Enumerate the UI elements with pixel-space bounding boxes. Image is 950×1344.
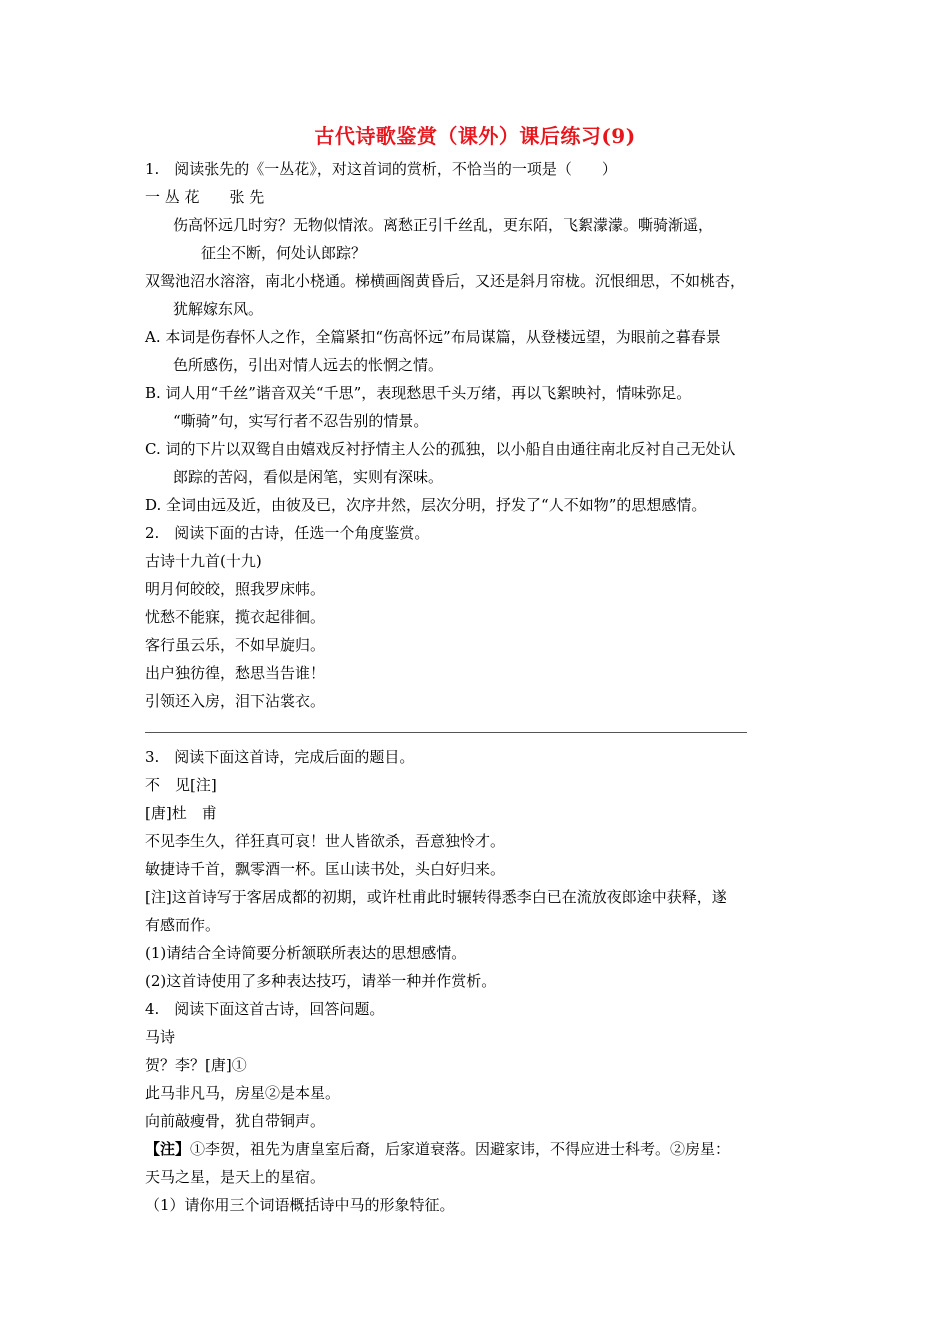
- text-line: [145, 995, 815, 1023]
- line-text: 明月何皎皎，照我罗床帏。: [145, 580, 326, 598]
- line-text: 此马非凡马，房星②是本星。: [145, 1084, 341, 1102]
- line-text: ①李贺，祖先为唐皇室后裔，后家道衰落。因避家讳，不得应进士科考。②房星：: [190, 1140, 731, 1158]
- line-text: 天马之星，是天上的星宿。: [145, 1168, 326, 1186]
- line-text: 一 丛 花 张 先: [145, 188, 265, 206]
- text-line: [145, 379, 815, 407]
- line-text: (2)这首诗使用了多种表达技巧，请举一种并作赏析。: [145, 972, 497, 990]
- line-text: 向前敲瘦骨，犹自带铜声。: [145, 1112, 326, 1130]
- text-line: [145, 239, 815, 267]
- line-text: [注]这首诗写于客居成都的初期，或许杜甫此时辗转得悉李白已在流放夜郎途中获释，遂: [145, 888, 727, 906]
- line-text: 贺？李？[唐]①: [145, 1056, 247, 1074]
- line-text: 古诗十九首(十九): [145, 552, 262, 570]
- line-text: 犹解嫁东风。: [173, 300, 264, 318]
- text-line: [145, 771, 815, 799]
- line-text: B. 词人用“千丝”谐音双关“千思”，表现愁思千头万绪，再以飞絮映衬，情味弥足。: [145, 384, 692, 402]
- line-text: 客行虽云乐，不如早旋归。: [145, 636, 326, 654]
- text-line: [145, 267, 815, 295]
- text-line: [145, 883, 815, 911]
- line-text: 有感而作。: [145, 916, 221, 934]
- line-text: 敏捷诗千首，飘零酒一杯。匡山读书处，头白好归来。: [145, 860, 506, 878]
- text-line: [145, 1079, 815, 1107]
- line-text: (1)请结合全诗简要分析颔联所表达的思想感情。: [145, 944, 467, 962]
- line-text: 忧愁不能寐，揽衣起徘徊。: [145, 608, 326, 626]
- text-line: [145, 155, 815, 183]
- line-text: 3. 阅读下面这首诗，完成后面的题目。: [145, 748, 415, 766]
- line-text: 双鸳池沼水溶溶，南北小桡通。梯横画阁黄昏后，又还是斜月帘栊。沉恨细思，不如桃杏，: [145, 272, 746, 290]
- text-line: [145, 659, 815, 687]
- text-line: [145, 967, 815, 995]
- text-line: [145, 1135, 815, 1163]
- line-text: [唐]杜 甫: [145, 804, 217, 822]
- text-line: [145, 519, 815, 547]
- line-text: 1. 阅读张先的《一丛花》，对这首词的赏析，不恰当的一项是（ ）: [145, 160, 617, 178]
- line-text: “嘶骑”句，实写行者不忍告别的情景。: [173, 412, 429, 430]
- text-line: [145, 827, 815, 855]
- line-text: （1）请你用三个词语概括诗中马的形象特征。: [145, 1196, 455, 1214]
- text-line: [145, 295, 815, 323]
- text-line: [145, 547, 815, 575]
- line-text: 引领还入房，泪下沾裳衣。: [145, 692, 326, 710]
- text-line: [145, 603, 815, 631]
- line-text: C. 词的下片以双鸳自由嬉戏反衬抒情主人公的孤独，以小船自由通往南北反衬自己无处认: [145, 440, 736, 458]
- text-line: [145, 463, 815, 491]
- answer-line: [145, 715, 815, 743]
- document-body: [145, 155, 815, 1219]
- text-line: [145, 211, 815, 239]
- text-line: [145, 1051, 815, 1079]
- text-line: [145, 743, 815, 771]
- page-title: 古代诗歌鉴赏（课外）课后练习(9): [314, 124, 636, 148]
- text-line: [145, 183, 815, 211]
- text-line: [145, 351, 815, 379]
- line-text: 出户独彷徨，愁思当告谁！: [145, 664, 326, 682]
- text-line: [145, 799, 815, 827]
- line-text: D. 全词由远及近，由彼及已，次序井然，层次分明，抒发了“人不如物”的思想感情。: [145, 496, 707, 514]
- line-text: 2. 阅读下面的古诗，任选一个角度鉴赏。: [145, 524, 430, 542]
- line-text: A. 本词是伤春怀人之作，全篇紧扣“伤高怀远”布局谋篇，从登楼远望，为眼前之暮春景: [145, 328, 721, 346]
- text-line: [145, 1107, 815, 1135]
- line-text: 马诗: [145, 1028, 176, 1046]
- text-line: [145, 1191, 815, 1219]
- line-text: 不见李生久，徉狂真可哀！世人皆欲杀，吾意独怜才。: [145, 832, 506, 850]
- text-line: [145, 575, 815, 603]
- note-marker: 【注】: [145, 1140, 191, 1158]
- line-text: 征尘不断，何处认郎踪？: [201, 244, 367, 262]
- text-line: [145, 407, 815, 435]
- text-line: [145, 491, 815, 519]
- text-line: [145, 435, 815, 463]
- text-line: [145, 1023, 815, 1051]
- text-line: [145, 911, 815, 939]
- text-line: [145, 631, 815, 659]
- text-line: [145, 855, 815, 883]
- text-line: [145, 939, 815, 967]
- text-line: [145, 687, 815, 715]
- line-text: 郎踪的苦闷，看似是闲笔，实则有深味。: [173, 468, 444, 486]
- text-line: [145, 1163, 815, 1191]
- line-text: 4. 阅读下面这首古诗，回答问题。: [145, 1000, 385, 1018]
- line-text: 色所感伤，引出对情人远去的怅惘之情。: [173, 356, 444, 374]
- line-text: 伤高怀远几时穷？无物似情浓。离愁正引千丝乱，更东陌，飞絮濛濛。嘶骑渐遥，: [173, 216, 714, 234]
- text-line: [145, 323, 815, 351]
- line-text: 不 见[注]: [145, 776, 217, 794]
